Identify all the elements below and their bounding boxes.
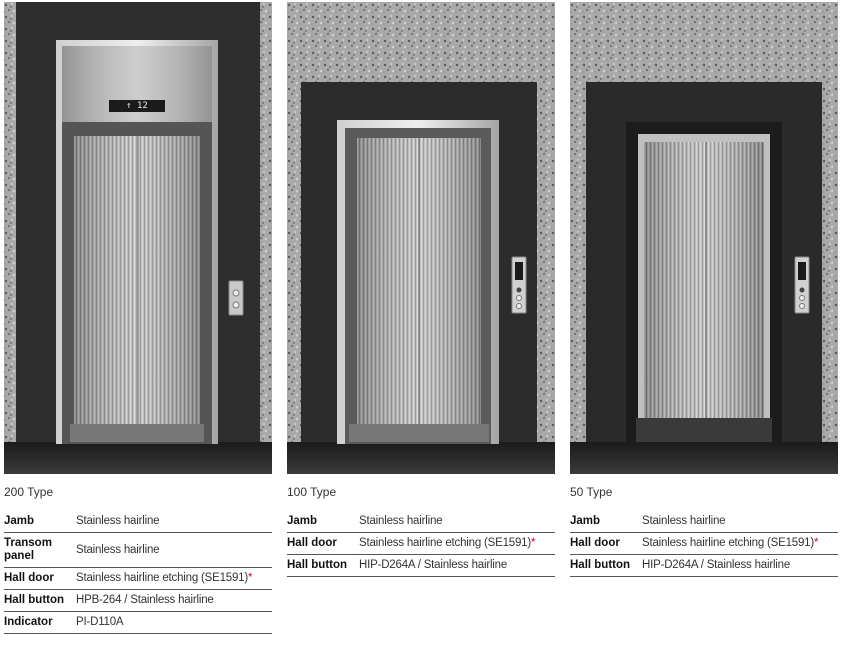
spec-key: Hall door — [570, 537, 620, 549]
spec-table-200 — [4, 511, 272, 634]
table-row — [570, 555, 838, 577]
spec-value: HIP-D264A / Stainless hairline — [642, 559, 791, 571]
table-row — [287, 511, 555, 533]
spec-value: Stainless hairline — [642, 515, 726, 527]
floor-indicator-display: ↑ 12 — [126, 101, 148, 111]
type-label: 50 Type — [570, 485, 613, 499]
spec-value: Stainless hairline — [76, 543, 160, 556]
spec-key: Hall button — [4, 594, 65, 606]
table-row — [4, 590, 272, 612]
spec-value: HIP-D264A / Stainless hairline — [359, 559, 508, 571]
table-row — [287, 555, 555, 577]
spec-key: Jamb — [287, 515, 318, 527]
spec-value: Stainless hairline etching (SE1591)* — [76, 572, 253, 584]
spec-key: Transom panel — [4, 537, 52, 562]
spec-value: Stainless hairline — [76, 515, 160, 527]
spec-value: Stainless hairline etching (SE1591)* — [642, 537, 819, 549]
table-row — [570, 511, 838, 533]
spec-key: Indicator — [4, 616, 53, 628]
spec-key: Hall button — [570, 559, 631, 571]
spec-key: Jamb — [4, 515, 35, 527]
elevator-column-100 — [287, 2, 555, 577]
elevator-column-50 — [570, 2, 838, 577]
elevator-photo-100 — [287, 2, 555, 474]
table-row — [570, 533, 838, 555]
spec-key: Hall door — [4, 572, 54, 584]
spec-key: Hall button — [287, 559, 348, 571]
table-row — [4, 568, 272, 590]
spec-key: Hall door — [287, 537, 337, 549]
spec-table-100 — [287, 511, 555, 577]
spec-value: Stainless hairline etching (SE1591)* — [359, 537, 536, 549]
table-row — [4, 511, 272, 533]
spec-table-50 — [570, 511, 838, 577]
type-label: 100 Type — [287, 485, 337, 499]
elevator-photo-50 — [570, 2, 838, 474]
elevator-photo-200 — [4, 2, 272, 474]
spec-value: PI-D110A — [76, 616, 124, 628]
spec-value: Stainless hairline — [359, 515, 443, 527]
spec-value: HPB-264 / Stainless hairline — [76, 594, 214, 606]
type-label: 200 Type — [4, 485, 54, 499]
table-row — [4, 612, 272, 634]
table-row — [4, 533, 272, 568]
elevator-column-200 — [4, 2, 272, 634]
spec-key: Jamb — [570, 515, 601, 527]
table-row — [287, 533, 555, 555]
